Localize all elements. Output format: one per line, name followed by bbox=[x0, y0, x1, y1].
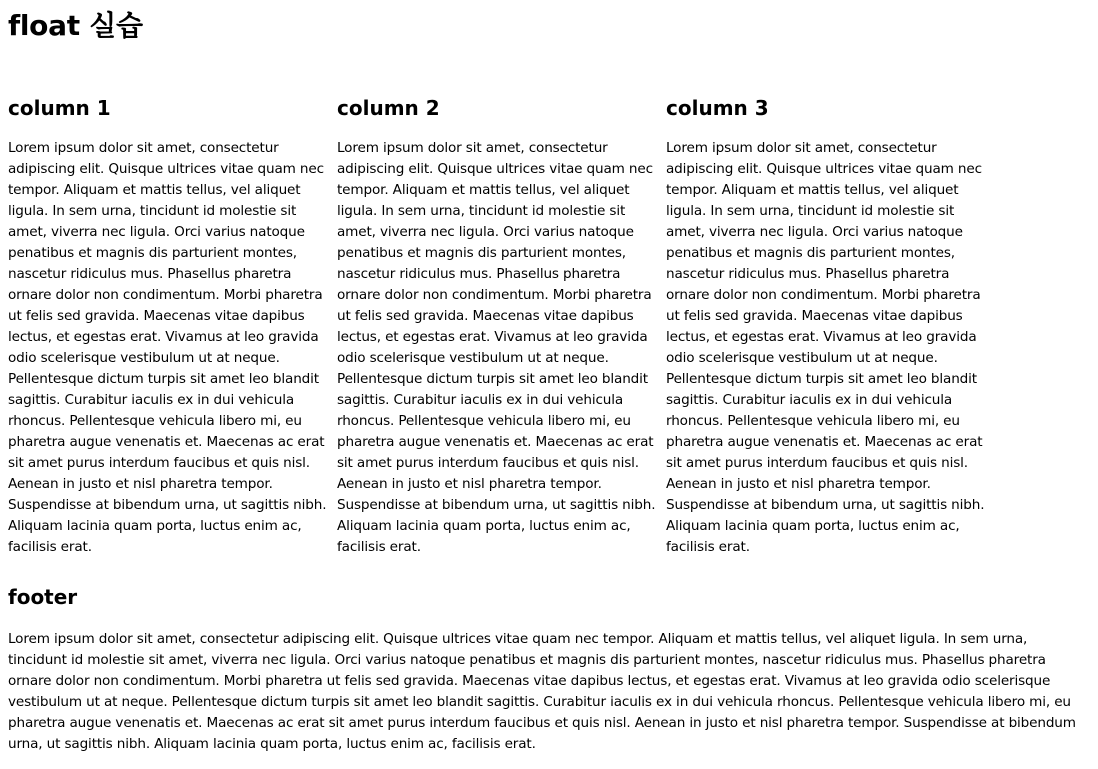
footer bbox=[8, 583, 1090, 755]
column-heading: column 1 bbox=[8, 96, 111, 120]
column-text: Lorem ipsum dolor sit amet, consectetur adipiscing elit. Quisque ultrices vitae quam nec tempor. Aliquam et mattis tellus, vel aliquet ligula. In sem urna, tincidunt id molestie sit amet, viverra nec ligula. Orci varius natoque penatibus et magnis dis parturient montes, nascetur ridiculus mus. Phasellus pharetra ornare dolor non condimentum. Morbi pharetra ut felis sed gravida. Maecenas vitae dapibus lectus, et egestas erat. Vivamus at leo gravida odio scelerisque vestibulum ut at neque. Pellentesque dictum turpis sit amet leo blandit sagittis. Curabitur iaculis ex in dui vehicula rhoncus. Pellentesque vehicula libero mi, eu pharetra augue venenatis et. Maecenas ac erat sit amet purus interdum faucibus et quis nisl. Aenean in justo et nisl pharetra tempor. Suspendisse at bibendum urna, ut sagittis nibh. Aliquam lacinia quam porta, luctus enim ac, facilisis erat. bbox=[666, 140, 985, 555]
column-3 bbox=[666, 94, 986, 558]
column-2 bbox=[337, 94, 657, 558]
column-heading: column 2 bbox=[337, 96, 440, 120]
columns-container bbox=[8, 94, 1090, 626]
column-1 bbox=[8, 94, 328, 558]
column-heading: column 3 bbox=[666, 96, 769, 120]
column-text: Lorem ipsum dolor sit amet, consectetur adipiscing elit. Quisque ultrices vitae quam nec tempor. Aliquam et mattis tellus, vel aliquet ligula. In sem urna, tincidunt id molestie sit amet, viverra nec ligula. Orci varius natoque penatibus et magnis dis parturient montes, nascetur ridiculus mus. Phasellus pharetra ornare dolor non condimentum. Morbi pharetra ut felis sed gravida. Maecenas vitae dapibus lectus, et egestas erat. Vivamus at leo gravida odio scelerisque vestibulum ut at neque. Pellentesque dictum turpis sit amet leo blandit sagittis. Curabitur iaculis ex in dui vehicula rhoncus. Pellentesque vehicula libero mi, eu pharetra augue venenatis et. Maecenas ac erat sit amet purus interdum faucibus et quis nisl. Aenean in justo et nisl pharetra tempor. Suspendisse at bibendum urna, ut sagittis nibh. Aliquam lacinia quam porta, luctus enim ac, facilisis erat. bbox=[337, 140, 656, 555]
footer-heading: footer bbox=[8, 585, 78, 609]
column-text: Lorem ipsum dolor sit amet, consectetur adipiscing elit. Quisque ultrices vitae quam nec tempor. Aliquam et mattis tellus, vel aliquet ligula. In sem urna, tincidunt id molestie sit amet, viverra nec ligula. Orci varius natoque penatibus et magnis dis parturient montes, nascetur ridiculus mus. Phasellus pharetra ornare dolor non condimentum. Morbi pharetra ut felis sed gravida. Maecenas vitae dapibus lectus, et egestas erat. Vivamus at leo gravida odio scelerisque vestibulum ut at neque. Pellentesque dictum turpis sit amet leo blandit sagittis. Curabitur iaculis ex in dui vehicula rhoncus. Pellentesque vehicula libero mi, eu pharetra augue venenatis et. Maecenas ac erat sit amet purus interdum faucibus et quis nisl. Aenean in justo et nisl pharetra tempor. Suspendisse at bibendum urna, ut sagittis nibh. Aliquam lacinia quam porta, luctus enim ac, facilisis erat. bbox=[8, 140, 327, 555]
footer-text: Lorem ipsum dolor sit amet, consectetur adipiscing elit. Quisque ultrices vitae quam nec tempor. Aliquam et mattis tellus, vel aliquet ligula. In sem urna, tincidunt id molestie sit amet, viverra nec ligula. Orci varius natoque penatibus et magnis dis parturient montes, nascetur ridiculus mus. Phasellus pharetra ornare dolor non condimentum. Morbi pharetra ut felis sed gravida. Maecenas vitae dapibus lectus, et egestas erat. Vivamus at leo gravida odio scelerisque vestibulum ut at neque. Pellentesque dictum turpis sit amet leo blandit sagittis. Curabitur iaculis ex in dui vehicula rhoncus. Pellentesque vehicula libero mi, eu pharetra augue venenatis et. Maecenas ac erat sit amet purus interdum faucibus et quis nisl. Aenean in justo et nisl pharetra tempor. Suspendisse at bibendum urna, ut sagittis nibh. Aliquam lacinia quam porta, luctus enim ac, facilisis erat. bbox=[8, 631, 1076, 752]
page-title: float 실습 bbox=[8, 9, 143, 42]
